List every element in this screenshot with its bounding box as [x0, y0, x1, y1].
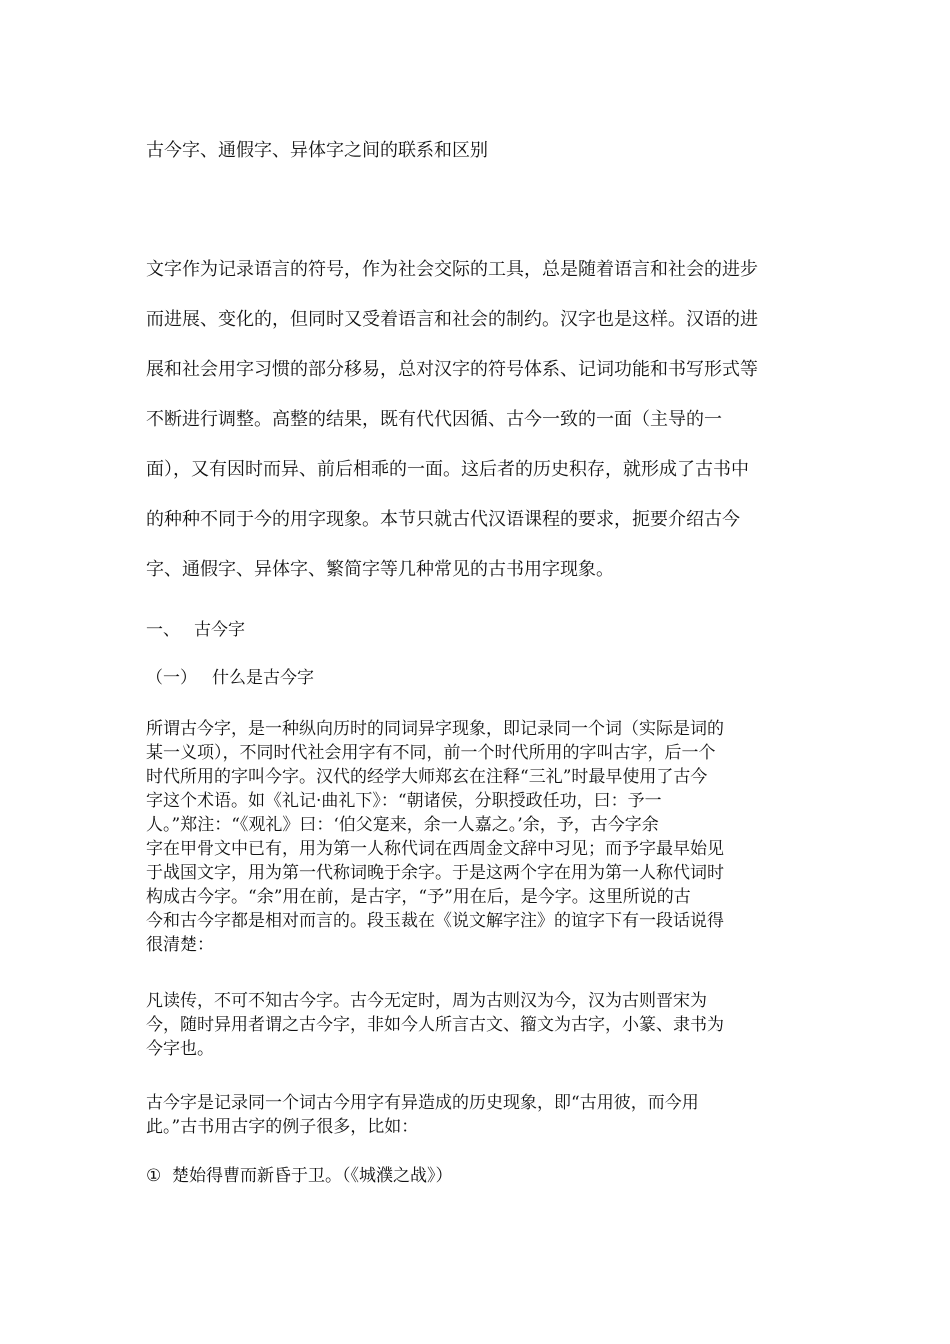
quote-line: 今字也。	[146, 1039, 214, 1059]
intro-line: 而进展、变化的，但同时又受着语言和社会的制约。汉字也是这样。汉语的进	[146, 309, 758, 330]
quote-paragraph	[146, 989, 806, 1061]
subsection-heading	[146, 666, 314, 690]
paragraph-line: 字这个术语。如《礼记·曲礼下》：“朝诸侯，分职授政任功，曰：予一	[146, 791, 662, 811]
subsection-title: 什么是古今字	[212, 668, 314, 688]
intro-line: 字、通假字、异体字、繁简字等几种常见的古书用字现象。	[146, 559, 614, 580]
summary-paragraph	[146, 1091, 806, 1139]
intro-line: 的种种不同于今的用字现象。本节只就古代汉语课程的要求，扼要介绍古今	[146, 509, 740, 530]
section-heading	[146, 618, 245, 642]
example-marker: ①	[146, 1166, 162, 1186]
section-number: 一、	[146, 620, 180, 640]
paragraph-line: 某一义项），不同时代社会用字有不同，前一个时代所用的字叫古字，后一个	[146, 743, 716, 763]
quote-line: 今，随时异用者谓之古今字，非如今人所言古文、籀文为古字，小篆、隶书为	[146, 1015, 724, 1035]
example-text: 楚始得曹而新昏于卫。（《城濮之战》）	[172, 1166, 453, 1186]
subsection-number: （一）	[146, 668, 197, 688]
paragraph-line: 构成古今字。“余”用在前，是古字，“予”用在后，是今字。这里所说的古	[146, 887, 691, 907]
document-title: 古今字、通假字、异体字之间的联系和区别	[146, 140, 488, 161]
intro-line: 不断进行调整。高整的结果，既有代代因循、古今一致的一面（主导的一	[146, 409, 722, 430]
intro-line: 面），又有因时而异、前后相乖的一面。这后者的历史积存，就形成了古书中	[146, 459, 749, 480]
intro-line: 展和社会用字习惯的部分移易，总对汉字的符号体系、记词功能和书写形式等	[146, 359, 758, 380]
paragraph-line: 时代所用的字叫今字。汉代的经学大师郑玄在注释“三礼”时最早使用了古今	[146, 767, 708, 787]
example-item	[146, 1164, 806, 1188]
section-title: 古今字	[194, 620, 245, 640]
paragraph-line: 所谓古今字，是一种纵向历时的同词异字现象，即记录同一个词（实际是词的	[146, 719, 724, 739]
quote-line: 凡读传，不可不知古今字。古今无定时，周为古则汉为今，汉为古则晋宋为	[146, 991, 707, 1011]
intro-paragraph	[146, 258, 758, 608]
definition-paragraph	[146, 717, 806, 957]
paragraph-line: 字在甲骨文中已有，用为第一人称代词在西周金文辞中习见；而予字最早始见	[146, 839, 724, 859]
paragraph-line: 古今字是记录同一个词古今用字有异造成的历史现象，即“古用彼，而今用	[146, 1093, 699, 1113]
paragraph-line: 今和古今字都是相对而言的。段玉裁在《说文解字注》的谊字下有一段话说得	[146, 911, 724, 931]
paragraph-line: 人。”郑注：“《观礼》曰：‘伯父寔来，余一人嘉之。’余，予，古今字余	[146, 815, 659, 835]
example-line	[146, 1164, 806, 1188]
paragraph-line: 此。”古书用古字的例子很多，比如：	[146, 1117, 419, 1137]
paragraph-line: 于战国文字，用为第一代称词晚于余字。于是这两个字在用为第一人称代词时	[146, 863, 724, 883]
intro-line: 文字作为记录语言的符号，作为社会交际的工具，总是随着语言和社会的进步	[146, 259, 758, 280]
paragraph-line: 很清楚：	[146, 935, 214, 955]
